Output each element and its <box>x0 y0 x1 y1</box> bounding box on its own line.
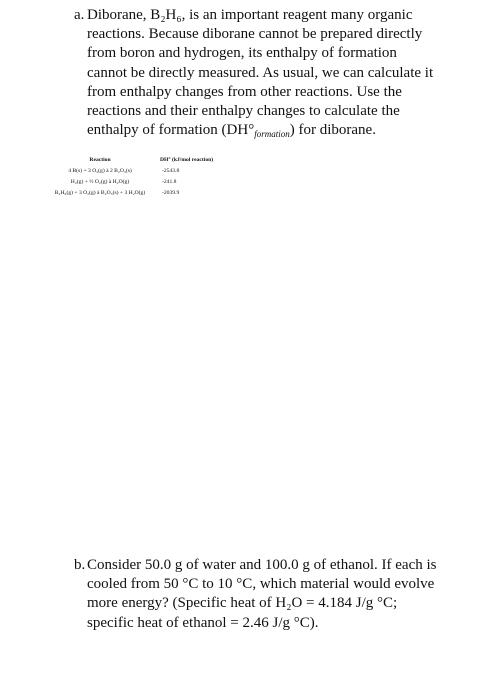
question-b-line-2: cooled from 50 °C to 10 °C, which material would evolve <box>87 576 435 593</box>
table-header-reaction: Reaction <box>89 157 111 163</box>
question-a-line-7-suffix: ) for diborane. <box>289 122 376 139</box>
table-row-3-dh: -2039.9 <box>162 190 180 196</box>
table-row-1-reaction: 4 B(s) + 3 O₂(g) à 2 B₂O₃(s) <box>68 168 132 174</box>
question-a-text <box>87 6 433 140</box>
question-a-line-7-prefix: enthalpy of formation (DH° <box>87 122 255 139</box>
table-row-1-dh: -2543.8 <box>162 168 180 174</box>
table-row-3-reaction: B₂H₆(g) + 3 O₂(g) à B₂O₃(s) + 3 H₂O(g) <box>54 190 146 196</box>
question-b-label: b. <box>74 557 86 573</box>
question-a-line-7 <box>87 121 433 140</box>
question-b-line-1: Consider 50.0 g of water and 100.0 g of ethanol. If each is <box>87 557 437 573</box>
table-header-dh: DH° (kJ/mol reaction) <box>160 157 214 163</box>
formation-subscript: formation <box>254 129 290 140</box>
table-row-2-dh: -241.8 <box>162 179 177 185</box>
question-a-line-1: Diborane, B₂H₆, is an important reagent many organic <box>87 7 413 23</box>
question-a-label: a. <box>74 7 85 23</box>
table-row-2-reaction: H₂(g) + ½ O₂(g) à H₂O(g) <box>70 179 130 185</box>
question-b-text <box>87 556 437 633</box>
question-b-line-3: more energy? (Specific heat of H₂O = 4.184 J/g °C; <box>87 595 398 612</box>
question-a-line-3: from boron and hydrogen, its enthalpy of formation <box>87 45 397 62</box>
question-a-line-2: reactions. Because diborane cannot be prepared directly <box>87 26 423 43</box>
question-b-line-4: specific heat of ethanol = 2.46 J/g °C). <box>87 614 319 631</box>
question-a-line-4: cannot be directly measured. As usual, we can calculate it <box>87 64 434 81</box>
question-a-line-6: reactions and their enthalpy changes to calculate the <box>87 103 400 120</box>
question-a-line-5: from enthalpy changes from other reactions. Use the <box>87 83 402 100</box>
